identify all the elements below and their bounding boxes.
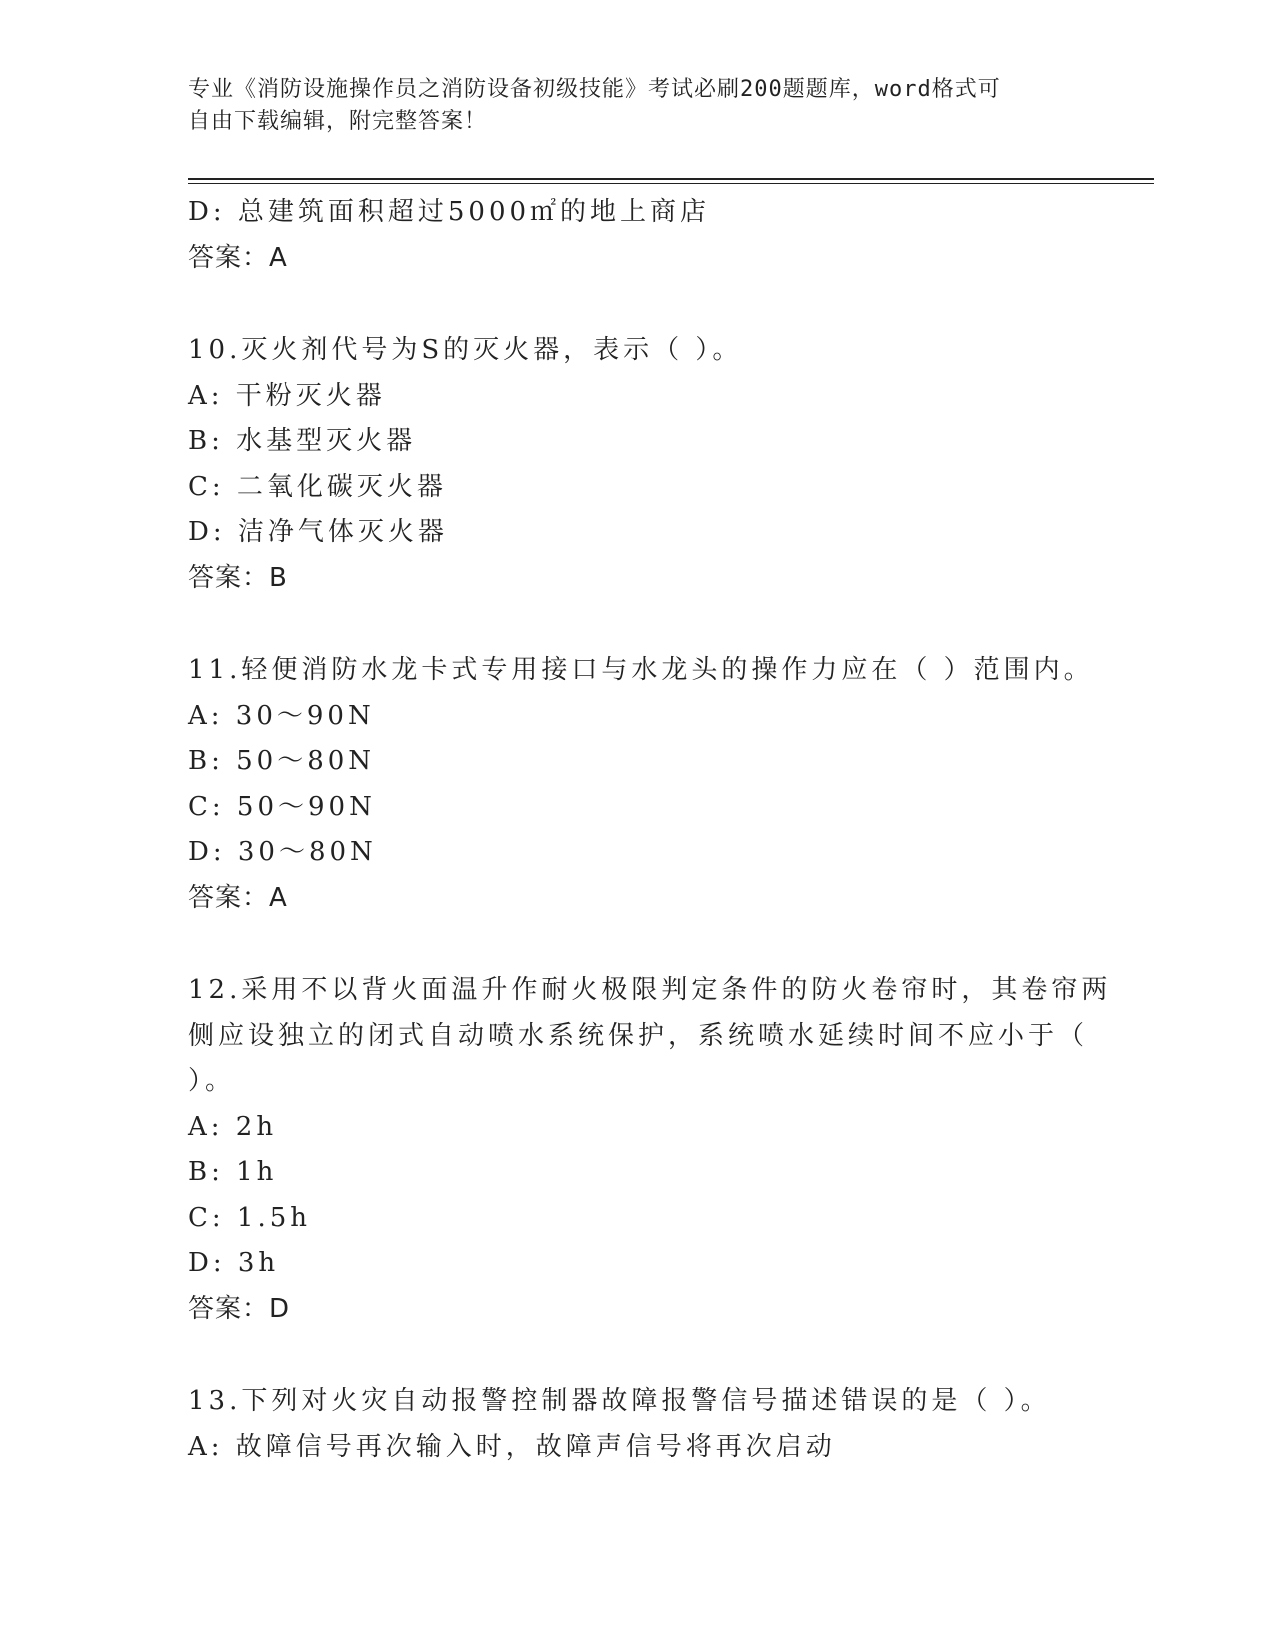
header-divider-thin (188, 183, 1154, 184)
option-a: A: 干粉灭火器 (188, 380, 386, 411)
option-d: D: 洁净气体灭火器 (188, 517, 448, 547)
spacer (188, 1332, 1088, 1379)
answer: 答案：D (188, 1293, 291, 1324)
question-stem-line-1: 12.采用不以背火面温升作耐火极限判定条件的防火卷帘时，其卷帘两 (188, 975, 1112, 1005)
option-c: C: 二氧化碳灭火器 (188, 471, 447, 502)
option-b: B: 水基型灭火器 (188, 426, 417, 456)
prev-option-d: D: 总建筑面积超过5000㎡的地上商店 (188, 197, 711, 227)
option-c: C: 50～90N (188, 791, 376, 822)
question-12 (188, 968, 1112, 1332)
question-stem: 13.下列对火灾自动报警控制器故障报警信号描述错误的是（ ）。 (188, 1386, 1051, 1416)
option-a: A: 故障信号再次输入时，故障声信号将再次启动 (188, 1431, 836, 1462)
header-line-2: 自由下载编辑，附完整答案！ (188, 109, 488, 134)
question-list (188, 190, 1112, 1470)
answer: 答案：B (188, 562, 288, 593)
spacer (188, 921, 1088, 968)
question-stem: 10.灭火剂代号为S的灭火器，表示（ ）。 (188, 335, 743, 365)
question-stem: 11.轻便消防水龙卡式专用接口与水龙头的操作力应在（ ）范围内。 (188, 655, 1094, 685)
header-line-1: 专业《消防设施操作员之消防设备初级技能》考试必刷200题题库，word格式可 (188, 77, 1001, 102)
question-stem-line-3: ）。 (188, 1066, 236, 1096)
question-13 (188, 1379, 1088, 1470)
prev-answer: 答案：A (188, 242, 288, 273)
header-divider-thick (188, 178, 1154, 180)
question-stem-line-2: 侧应设独立的闭式自动喷水系统保护，系统喷水延续时间不应小于（ (188, 1020, 1089, 1051)
document-header (188, 74, 1088, 138)
option-c: C: 1.5h (188, 1202, 312, 1233)
option-a: A: 2h (188, 1111, 278, 1142)
option-b: B: 50～80N (188, 746, 376, 776)
question-11 (188, 648, 1094, 921)
option-d: D: 3h (188, 1248, 280, 1278)
spacer (188, 601, 1088, 648)
option-b: B: 1h (188, 1157, 278, 1187)
question-10 (188, 328, 1088, 601)
answer: 答案：A (188, 882, 288, 913)
option-a: A: 30～90N (188, 700, 375, 731)
spacer (188, 281, 1088, 328)
option-d: D: 30～80N (188, 837, 377, 867)
